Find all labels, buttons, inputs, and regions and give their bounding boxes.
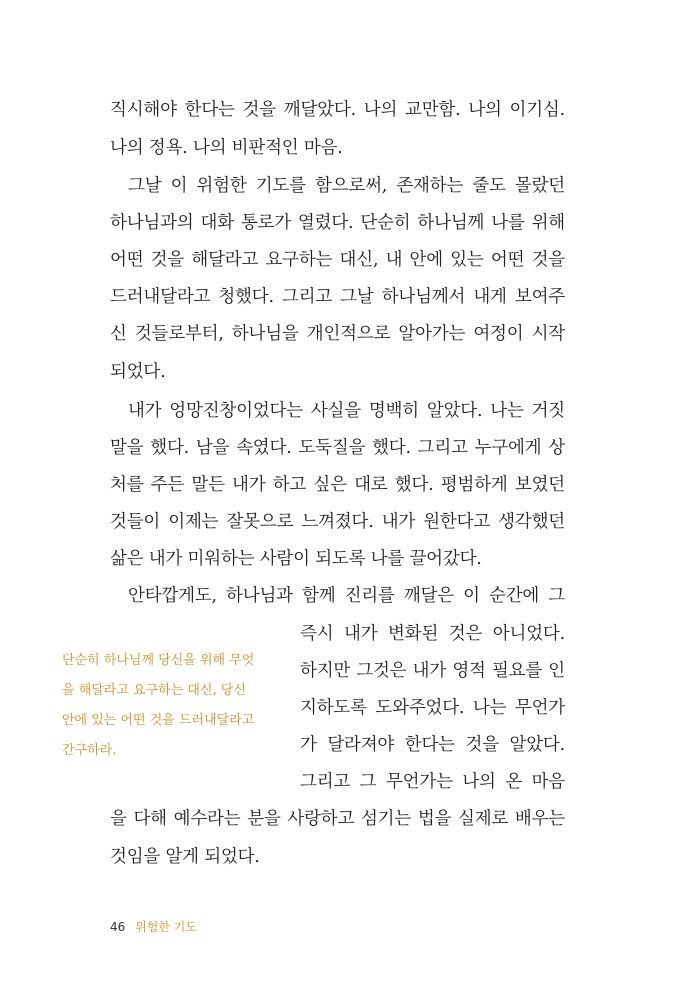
pull-quote-line: 안에 있는 어떤 것을 드러내달라고 bbox=[62, 713, 255, 728]
page-number: 46 bbox=[110, 920, 126, 934]
body-line: 나의 정욕. 나의 비판적인 마음. bbox=[110, 138, 343, 158]
pull-quote-line: 간구하라. bbox=[62, 743, 117, 758]
body-line: 말을 했다. 남을 속였다. 도둑질을 했다. 그리고 누구에게 상 bbox=[110, 438, 565, 458]
body-line: 안타깝게도, 하나님과 함께 진리를 깨달은 이 순간에 그 bbox=[128, 586, 565, 606]
body-line: 하지만 그것은 내가 영적 필요를 인 bbox=[300, 661, 565, 681]
body-line: 내가 엉망진창이었다는 사실을 명백히 알았다. 나는 거짓 bbox=[128, 401, 565, 421]
body-line: 신 것들로부터, 하나님을 개인적으로 알아가는 여정이 시작 bbox=[110, 324, 565, 344]
body-line: 그날 이 위험한 기도를 함으로써, 존재하는 줄도 몰랐던 bbox=[128, 176, 565, 196]
body-line: 지하도록 도와주었다. 나는 무언가 bbox=[300, 698, 565, 718]
body-line: 하나님과의 대화 통로가 열렸다. 단순히 하나님께 나를 위해 bbox=[110, 213, 565, 233]
pull-quote-line: 단순히 하나님께 당신을 위해 무엇 bbox=[62, 653, 255, 668]
body-line: 처를 주든 말든 내가 하고 싶은 대로 했다. 평범하게 보였던 bbox=[110, 475, 565, 495]
body-line: 드러내달라고 청했다. 그리고 그날 하나님께서 내게 보여주 bbox=[110, 287, 565, 307]
running-title: 위험한 기도 bbox=[135, 920, 197, 934]
body-line: 가 달라져야 한다는 것을 알았다. bbox=[300, 735, 565, 755]
page-footer bbox=[110, 918, 197, 935]
body-line: 되었다. bbox=[110, 362, 166, 382]
pull-quote-line: 을 해달라고 요구하는 대신, 당신 bbox=[62, 683, 246, 698]
body-line: 그리고 그 무언가는 나의 온 마음 bbox=[300, 772, 565, 792]
body-line: 직시해야 한다는 것을 깨달았다. 나의 교만함. 나의 이기심. bbox=[110, 100, 565, 120]
body-line: 어떤 것을 해달라고 요구하는 대신, 내 안에 있는 어떤 것을 bbox=[110, 250, 565, 270]
body-line: 을 다해 예수라는 분을 사랑하고 섬기는 법을 실제로 배우는 bbox=[110, 809, 565, 829]
body-line: 것들이 이제는 잘못으로 느껴졌다. 내가 원한다고 생각했던 bbox=[110, 512, 565, 532]
body-line: 삶은 내가 미워하는 사람이 되도록 나를 끌어갔다. bbox=[110, 549, 482, 569]
body-line: 즉시 내가 변화된 것은 아니었다. bbox=[300, 624, 565, 644]
body-line: 것임을 알게 되었다. bbox=[110, 847, 260, 867]
